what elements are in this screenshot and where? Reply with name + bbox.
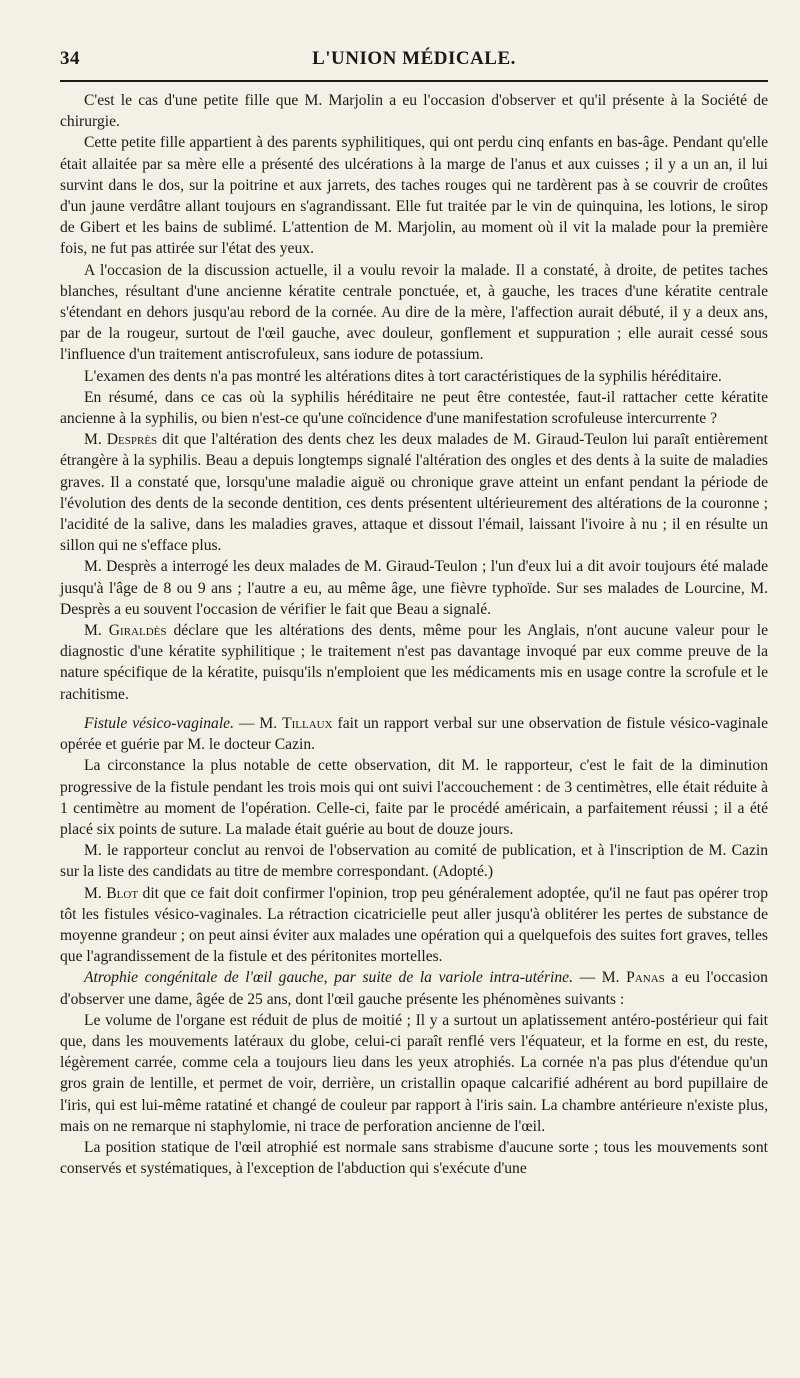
paragraph (60, 967, 768, 1009)
speaker-name: Giraldès (108, 622, 167, 640)
article-body (60, 90, 768, 1179)
speaker-name: Tillaux (282, 714, 333, 732)
paragraph (60, 132, 768, 259)
paragraph-text: C'est le cas d'une petite fille que M. Marjolin a eu l'occasion d'observer et qu'il présente à la Société de chirurgie. (60, 92, 768, 131)
paragraph (60, 883, 768, 968)
paragraph-text: M. le rapporteur conclut au renvoi de l'observation au comité de publication, et à l'inscription de M. Cazin sur la liste des candidats au titre de membre correspondant. (Adopté.) (60, 842, 768, 881)
paragraph-text: La position statique de l'œil atrophié est normale sans strabisme d'aucune sorte ; tous les mouvements sont conservés et systématiques, à l'exception de l'abduction qui s'exécute d'une (60, 1138, 768, 1178)
paragraph (60, 556, 768, 620)
journal-title: L'UNION MÉDICALE. (312, 48, 516, 69)
speaker-prefix: — M. (572, 969, 627, 987)
speaker-prefix: M. (84, 622, 109, 640)
speaker-name: Blot (106, 884, 139, 902)
paragraph-text: A l'occasion de la discussion actuelle, il a voulu revoir la malade. Il a constaté, à droite, de petites taches blanches, résultant d'une ancienne kératite centrale ponctuée, et, à gauche, les traces d'une kératite centrale s'étendant en dehors jusqu'au rebord de la cornée. Au dire de la mère, l'affection aurait débuté, il y a deux ans, par de la rougeur, surtout de l'œil gauche, avec douleur, gonflement et suppuration ; elle aurait cessé sous l'influence d'un traitement antiscrofuleux, sans iodure de potassium. (60, 261, 768, 364)
paragraph-text: La circonstance la plus notable de cette observation, dit M. le rapporteur, c'est le fait de la diminution progressive de la fistule pendant les trois mois qui ont suivi l'accouchement : de 3 centimètres, elle était réduite à 1 centimètre au moment de l'opération. Celle-ci, faite par le procédé américain, a parfaitement réussi ; il a été placé six points de suture. La malade était guérie au bout de douze jours. (60, 757, 768, 838)
paragraph (60, 620, 768, 705)
speaker-name: Desprès (106, 431, 158, 449)
speaker-prefix: M. (84, 884, 107, 902)
paragraph-text: fait un rapport verbal sur une observation de fistule vésico-vaginale opérée et guérie par M. le docteur Cazin. (60, 714, 768, 754)
page-number: 34 (60, 48, 80, 69)
paragraph (60, 387, 768, 429)
paragraph-text: dit que ce fait doit confirmer l'opinion, trop peu généralement adoptée, qu'il ne faut pas opérer trop tôt les fistules vésico-vaginales. La rétraction cicatricielle peut aller jusqu'à oblitérer les pertes de substance de moyenne grandeur ; on peut ainsi éviter aux malades une opération qui a quelquefois des suites fort graves, telles que l'agrandissement de la fistule et des péritonites mortelles. (60, 884, 768, 966)
paragraph (60, 1137, 768, 1179)
paragraph-text: En résumé, dans ce cas où la syphilis héréditaire ne peut être contestée, faut-il rattacher cette kératite ancienne à la syphilis, ou bien n'est-ce qu'une coïncidence d'une manifestation scrofuleuse intercurrente ? (60, 388, 768, 428)
header-rule (60, 80, 768, 82)
paragraph-text: a eu l'occasion d'observer une dame, âgée de 25 ans, dont l'œil gauche présente les phénomènes suivants : (60, 969, 768, 1008)
paragraph-text: Le volume de l'organe est réduit de plus de moitié ; Il y a surtout un aplatissement antéro-postérieur qui fait que, dans les mouvements latéraux du globe, celui-ci paraît renflé vers l'équateur, et la forme en est, du reste, légèrement carrée, comme cela a toujours lieu dans les yeux atrophiés. La cornée n'a pas plus d'étendue qu'un gros grain de lentille, et permet de voir, derrière, un cristallin opaque calcarifié adhérent au bord pupillaire de l'iris, qui est lui-même ratatiné et changé de couleur par rapport à l'iris sain. La chambre antérieure n'existe plus, mais on ne remarque ni staphylomie, ni trace de perforation ancienne de l'œil. (60, 1011, 768, 1135)
speaker-name: Panas (626, 969, 665, 987)
speaker-prefix: — M. (233, 714, 283, 732)
page-header (60, 48, 768, 74)
paragraph-text: dit que l'altération des dents chez les deux malades de M. Giraud-Teulon lui paraît entièrement étrangère à la syphilis. Beau a depuis longtemps signalé l'altération des ongles et des dents à la suite de maladies graves. Il a constaté que, lorsqu'une maladie aiguë ou chronique grave atteint un enfant pendant la période de l'évolution des dents de la seconde dentition, ces dents présentent ultérieurement des altérations de la couronne ; l'acidité de la salive, dans les maladies graves, attaque et dissout l'émail, laissant l'ivoire à nu ; il en résulte un sillon qui ne s'efface plus. (60, 431, 768, 555)
paragraph (60, 260, 768, 366)
paragraph-text: déclare que les altérations des dents, même pour les Anglais, n'ont aucune valeur pour le diagnostic d'une kératite syphilitique ; le traitement n'est pas davantage invoqué par eux comme preuve de la nature spécifique de la kératite, puisqu'ils n'emploient que les médicaments mis en usage contre la scrofule et le rachitisme. (60, 622, 768, 703)
paragraph (60, 366, 768, 387)
section-heading: Fistule vésico-vaginale. (84, 714, 234, 732)
paragraph (60, 840, 768, 882)
speaker-prefix: M. (84, 431, 107, 449)
paragraph (60, 90, 768, 132)
paragraph-text: Cette petite fille appartient à des parents syphilitiques, qui ont perdu cinq enfants en bas-âge. Pendant qu'elle était allaitée par sa mère elle a présenté des ulcérations à la marge de l'anus et aux cuisses ; il y a un an, il lui survint dans le dos, sur la poitrine et aux jarrets, des taches rouges qui ne tardèrent pas à se couvrir de croûtes d'un jaune verdâtre allant toujours en s'agrandissant. Elle fut traitée par le vin de quinquina, les lotions, le sirop de Gibert et les bains de sublimé. L'attention de M. Marjolin, au moment où il vit la malade pour la première fois, ne fut pas attirée sur l'état des yeux. (60, 134, 768, 258)
paragraph-text: M. Desprès a interrogé les deux malades de M. Giraud-Teulon ; l'un d'eux lui a dit avoir toujours été malade jusqu'à l'âge de 8 ou 9 ans ; l'autre a eu, au même âge, une fièvre typhoïde. Sur ses malades de Lourcine, M. Desprès a eu souvent l'occasion de vérifier le fait que Beau a signalé. (60, 558, 768, 618)
section-heading: Atrophie congénitale de l'œil gauche, par suite de la variole intra-utérine. (84, 969, 573, 987)
paragraph (60, 1010, 768, 1137)
paragraph-text: L'examen des dents n'a pas montré les altérations dites à tort caractéristiques de la syphilis héréditaire. (84, 367, 722, 385)
paragraph (60, 755, 768, 840)
paragraph (60, 429, 768, 556)
paragraph (60, 713, 768, 755)
